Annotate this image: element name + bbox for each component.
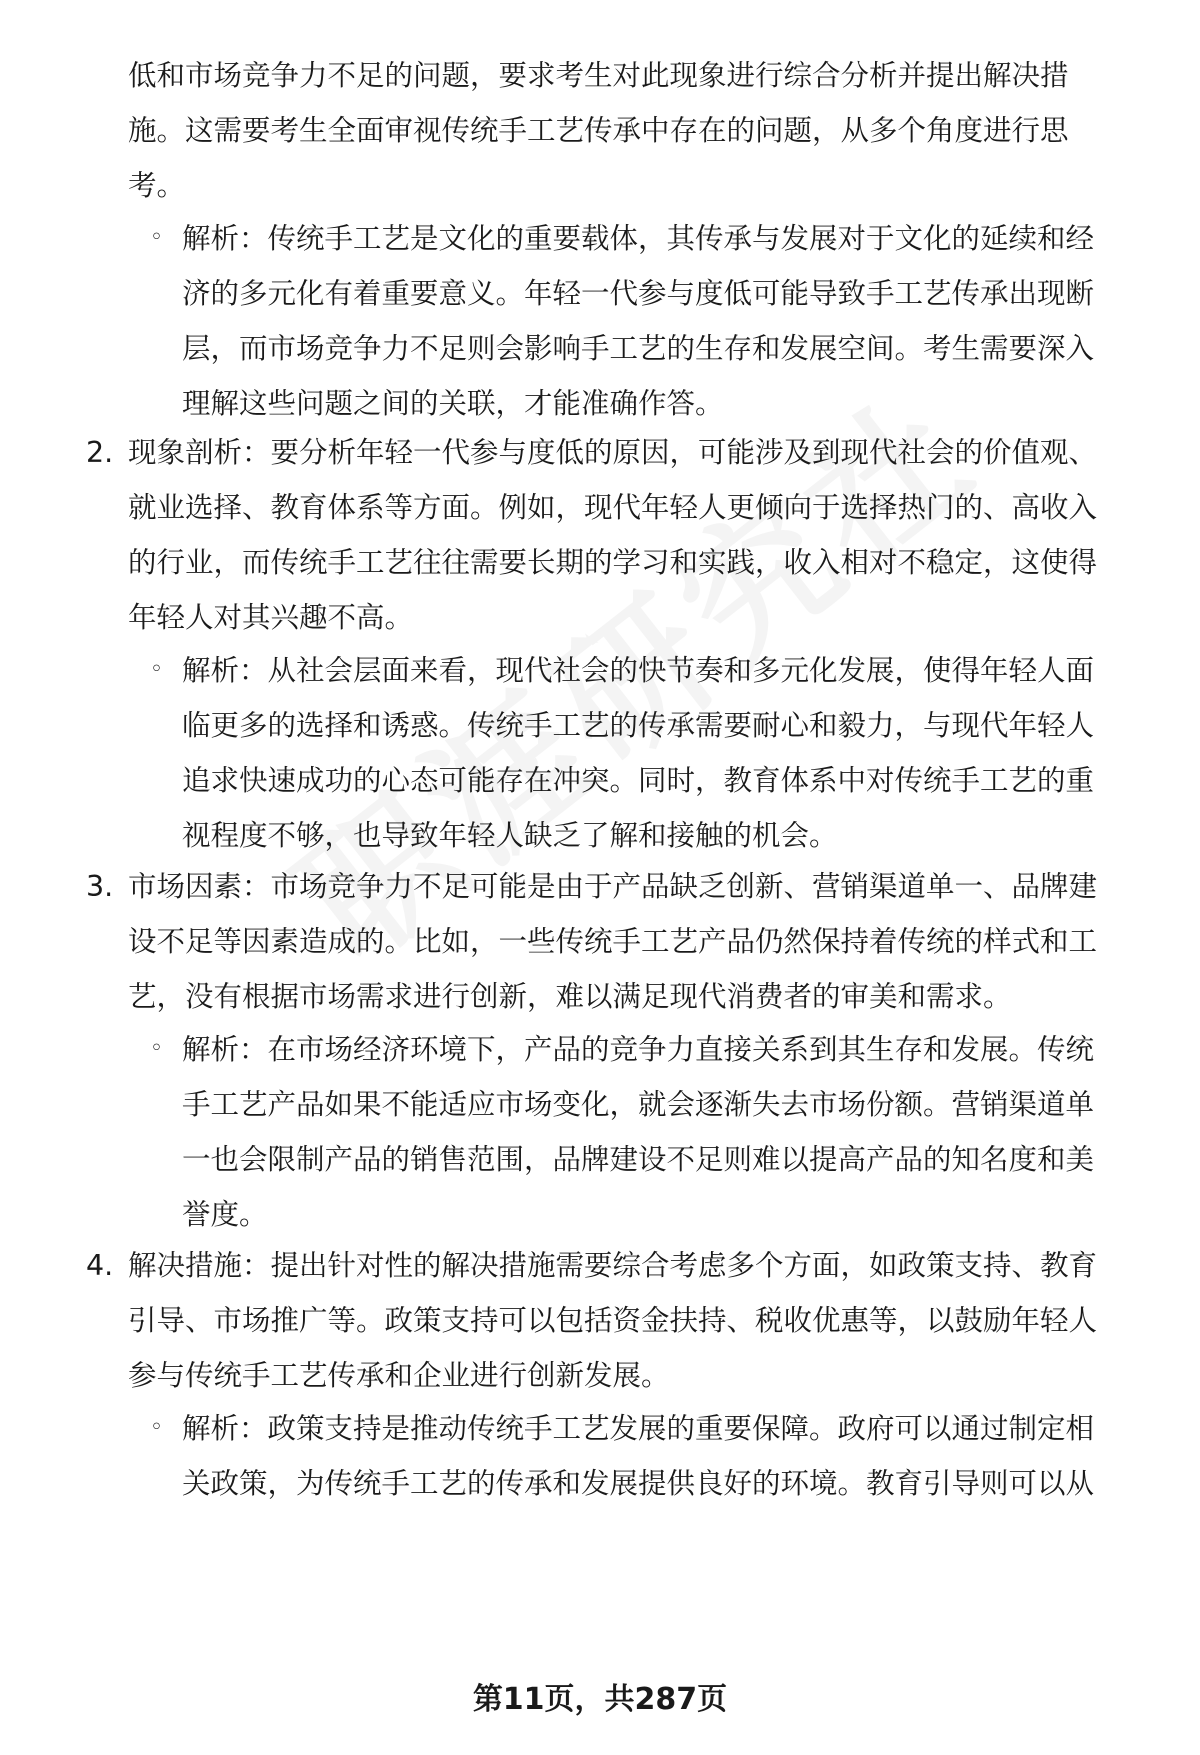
list-number: 2. xyxy=(86,436,114,469)
list-number: 3. xyxy=(86,870,114,903)
bullet-icon: ◦ xyxy=(150,225,163,250)
item-line: 设不足等因素造成的。比如，一些传统手工艺产品仍然保持着传统的样式和工 xyxy=(128,925,1098,958)
analysis-line: 追求快速成功的心态可能存在冲突。同时，教育体系中对传统手工艺的重 xyxy=(182,764,1095,797)
analysis-line: 视程度不够，也导致年轻人缺乏了解和接触的机会。 xyxy=(182,819,838,852)
bullet-icon: ◦ xyxy=(150,1036,163,1061)
intro-line: 施。这需要考生全面审视传统手工艺传承中存在的问题，从多个角度进行思 xyxy=(128,114,1069,147)
analysis-line: 解析：传统手工艺是文化的重要载体，其传承与发展对于文化的延续和经 xyxy=(182,222,1095,255)
analysis-line: 关政策，为传统手工艺的传承和发展提供良好的环境。教育引导则可以从 xyxy=(182,1467,1095,1500)
page-footer: 第11页，共287页 xyxy=(472,1682,728,1717)
item-line: 引导、市场推广等。政策支持可以包括资金扶持、税收优惠等，以鼓励年轻人 xyxy=(128,1304,1098,1337)
analysis-line: 解析：从社会层面来看，现代社会的快节奏和多元化发展，使得年轻人面 xyxy=(182,654,1095,687)
item-line: 年轻人对其兴趣不高。 xyxy=(128,601,414,634)
item-line: 现象剖析：要分析年轻一代参与度低的原因，可能涉及到现代社会的价值观、 xyxy=(128,436,1098,469)
intro-line: 考。 xyxy=(128,169,186,202)
bullet-icon: ◦ xyxy=(150,657,163,682)
analysis-line: 济的多元化有着重要意义。年轻一代参与度低可能导致手工艺传承出现断 xyxy=(182,277,1095,310)
analysis-line: 誉度。 xyxy=(182,1198,268,1231)
analysis-line: 解析：政策支持是推动传统手工艺发展的重要保障。政府可以通过制定相 xyxy=(182,1412,1095,1445)
analysis-line: 解析：在市场经济环境下，产品的竞争力直接关系到其生存和发展。传统 xyxy=(182,1033,1095,1066)
analysis-line: 一也会限制产品的销售范围，品牌建设不足则难以提高产品的知名度和美 xyxy=(182,1143,1095,1176)
intro-line: 低和市场竞争力不足的问题，要求考生对此现象进行综合分析并提出解决措 xyxy=(128,59,1069,92)
item-line: 就业选择、教育体系等方面。例如，现代年轻人更倾向于选择热门的、高收入 xyxy=(128,491,1098,524)
item-line: 参与传统手工艺传承和企业进行创新发展。 xyxy=(128,1359,670,1392)
item-line: 的行业，而传统手工艺往往需要长期的学习和实践，收入相对不稳定，这使得 xyxy=(128,546,1098,579)
analysis-line: 手工艺产品如果不能适应市场变化，就会逐渐失去市场份额。营销渠道单 xyxy=(182,1088,1095,1121)
analysis-line: 临更多的选择和诱惑。传统手工艺的传承需要耐心和毅力，与现代年轻人 xyxy=(182,709,1095,742)
item-line: 艺，没有根据市场需求进行创新，难以满足现代消费者的审美和需求。 xyxy=(128,980,1012,1013)
bullet-icon: ◦ xyxy=(150,1415,163,1440)
item-line: 市场因素：市场竞争力不足可能是由于产品缺乏创新、营销渠道单一、品牌建 xyxy=(128,870,1098,903)
analysis-line: 理解这些问题之间的关联，才能准确作答。 xyxy=(182,387,724,420)
item-line: 解决措施：提出针对性的解决措施需要综合考虑多个方面，如政策支持、教育 xyxy=(128,1249,1098,1282)
analysis-line: 层，而市场竞争力不足则会影响手工艺的生存和发展空间。考生需要深入 xyxy=(182,332,1095,365)
list-number: 4. xyxy=(86,1249,114,1282)
